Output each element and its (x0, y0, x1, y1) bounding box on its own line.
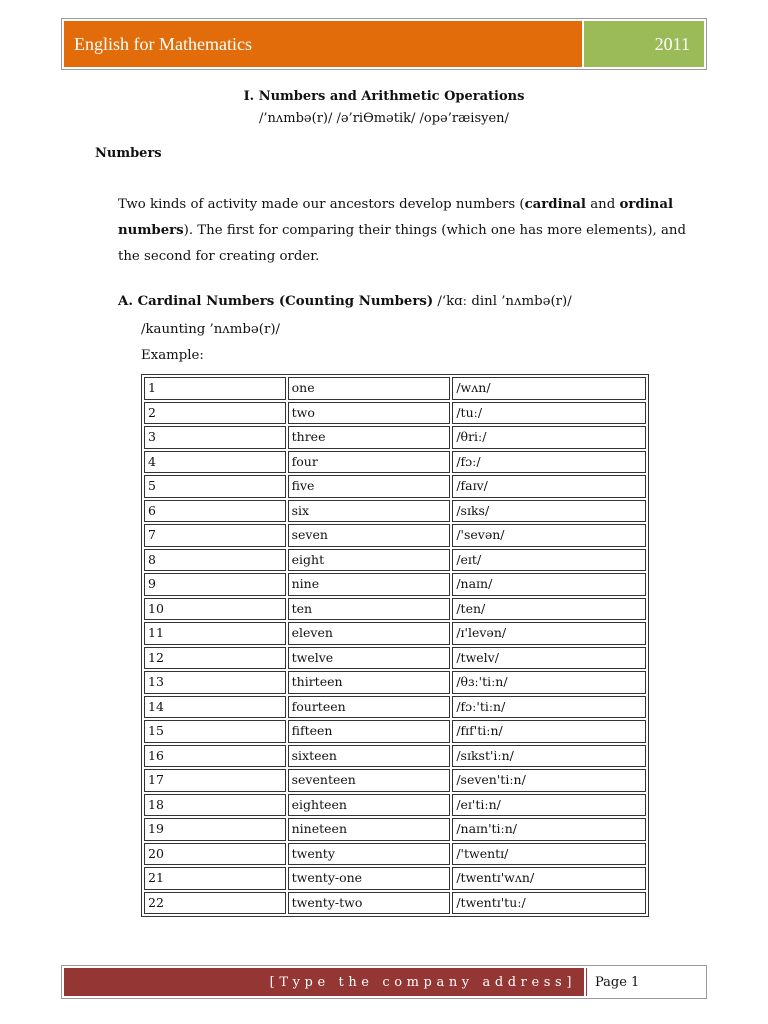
table-row (144, 818, 646, 841)
header-year: 2011 (584, 21, 704, 67)
ipa-cell: /twelv/ (452, 647, 646, 670)
table-row (144, 745, 646, 768)
number-cell: 4 (144, 451, 286, 474)
word-cell: seven (288, 524, 451, 547)
ipa-cell: /sɪks/ (452, 500, 646, 523)
table-row (144, 794, 646, 817)
word-cell: four (288, 451, 451, 474)
ipa-cell: /twentɪ'tuː/ (452, 892, 646, 915)
example-label: Example: (141, 348, 204, 363)
ipa-cell: /wʌn/ (452, 377, 646, 400)
number-cell: 15 (144, 720, 286, 743)
ipa-cell: /'sevən/ (452, 524, 646, 547)
table-row (144, 475, 646, 498)
page-header (61, 18, 707, 70)
para-bold-ordinal: ordinal numbers (118, 197, 674, 238)
word-cell: sixteen (288, 745, 451, 768)
word-cell: three (288, 426, 451, 449)
ipa-cell: /fɔː'tiːn/ (452, 696, 646, 719)
number-cell: 6 (144, 500, 286, 523)
section-a-heading-line (118, 294, 572, 309)
word-cell: eleven (288, 622, 451, 645)
table-row (144, 524, 646, 547)
word-cell: six (288, 500, 451, 523)
word-cell: fourteen (288, 696, 451, 719)
ipa-cell: /sɪkst'iːn/ (452, 745, 646, 768)
number-cell: 5 (144, 475, 286, 498)
chapter-title-ipa: /’nʌmbə(r)/ /ə’riӨmətik/ /opə’ræisyen/ (259, 111, 509, 126)
table-row (144, 402, 646, 425)
word-cell: fifteen (288, 720, 451, 743)
number-cell: 20 (144, 843, 286, 866)
number-cell: 13 (144, 671, 286, 694)
number-cell: 19 (144, 818, 286, 841)
section-a-heading: A. Cardinal Numbers (Counting Numbers) (118, 294, 434, 309)
table-row (144, 451, 646, 474)
para-text-3: ). The first for comparing their things (which one has more elements), and the second for creating order. (118, 223, 687, 264)
chapter-title: I. Numbers and Arithmetic Operations (243, 89, 525, 104)
ipa-cell: /naɪn/ (452, 573, 646, 596)
cardinal-numbers-table (141, 374, 649, 917)
page-footer (61, 965, 707, 999)
para-text-1: Two kinds of activity made our ancestors develop numbers ( (118, 197, 525, 212)
word-cell: twenty (288, 843, 451, 866)
table-row (144, 622, 646, 645)
para-bold-cardinal: cardinal (524, 197, 586, 212)
number-cell: 2 (144, 402, 286, 425)
number-cell: 7 (144, 524, 286, 547)
ipa-cell: /'twentɪ/ (452, 843, 646, 866)
table-row (144, 696, 646, 719)
number-cell: 17 (144, 769, 286, 792)
table-body (144, 377, 646, 914)
number-cell: 14 (144, 696, 286, 719)
company-address[interactable]: [Type the company address] (64, 968, 584, 996)
table-row (144, 720, 646, 743)
ipa-cell: /seven'tiːn/ (452, 769, 646, 792)
ipa-cell: /eɪt/ (452, 549, 646, 572)
ipa-cell: /fɔː/ (452, 451, 646, 474)
word-cell: twenty-one (288, 867, 451, 890)
ipa-cell: /fɪf'tiːn/ (452, 720, 646, 743)
ipa-cell: /ɪ'levən/ (452, 622, 646, 645)
number-cell: 21 (144, 867, 286, 890)
section-heading-numbers: Numbers (95, 146, 162, 161)
word-cell: seventeen (288, 769, 451, 792)
number-cell: 11 (144, 622, 286, 645)
number-cell: 16 (144, 745, 286, 768)
number-cell: 22 (144, 892, 286, 915)
header-title: English for Mathematics (64, 21, 582, 67)
ipa-cell: /twentɪ'wʌn/ (452, 867, 646, 890)
word-cell: eight (288, 549, 451, 572)
page-number: Page 1 (586, 968, 704, 996)
ipa-cell: /θɜː'tiːn/ (452, 671, 646, 694)
table-row (144, 867, 646, 890)
ipa-cell: /naɪn'tiːn/ (452, 818, 646, 841)
word-cell: ten (288, 598, 451, 621)
number-cell: 10 (144, 598, 286, 621)
word-cell: twenty-two (288, 892, 451, 915)
ipa-cell: /faɪv/ (452, 475, 646, 498)
number-cell: 12 (144, 647, 286, 670)
word-cell: nine (288, 573, 451, 596)
number-cell: 9 (144, 573, 286, 596)
table-row (144, 549, 646, 572)
word-cell: one (288, 377, 451, 400)
table-row (144, 843, 646, 866)
word-cell: twelve (288, 647, 451, 670)
ipa-cell: /eɪ'tiːn/ (452, 794, 646, 817)
ipa-cell: /ten/ (452, 598, 646, 621)
intro-paragraph (118, 192, 708, 270)
word-cell: nineteen (288, 818, 451, 841)
table-row (144, 769, 646, 792)
section-a-ipa-2: /kaunting ’nʌmbə(r)/ (141, 322, 280, 337)
word-cell: five (288, 475, 451, 498)
word-cell: two (288, 402, 451, 425)
section-a-ipa: /‘kɑː dinl ’nʌmbə(r)/ (433, 294, 572, 309)
number-cell: 3 (144, 426, 286, 449)
table-row (144, 892, 646, 915)
table-row (144, 500, 646, 523)
word-cell: eighteen (288, 794, 451, 817)
number-cell: 18 (144, 794, 286, 817)
word-cell: thirteen (288, 671, 451, 694)
number-cell: 1 (144, 377, 286, 400)
para-text-2: and (585, 197, 620, 212)
table-row (144, 598, 646, 621)
table-row (144, 647, 646, 670)
table-row (144, 377, 646, 400)
ipa-cell: /θriː/ (452, 426, 646, 449)
number-cell: 8 (144, 549, 286, 572)
table-row (144, 426, 646, 449)
table-row (144, 573, 646, 596)
ipa-cell: /tuː/ (452, 402, 646, 425)
table-row (144, 671, 646, 694)
